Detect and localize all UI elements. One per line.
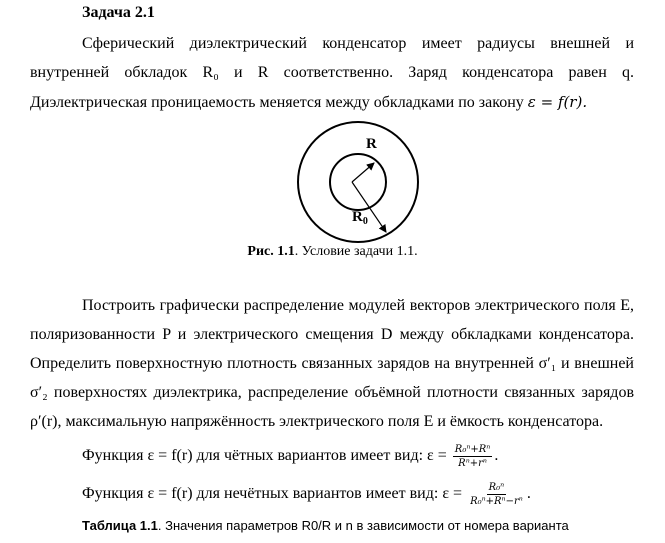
- task-title: Задача 2.1: [82, 4, 155, 21]
- even-numerator: R₀ⁿ+Rⁿ: [454, 444, 491, 455]
- table-caption-text: . Значения параметров R0/R и n в зависимости от номера варианта: [157, 518, 569, 533]
- figure-caption-text: . Условие задачи 1.1.: [294, 244, 418, 259]
- inner-plate-circle: [330, 154, 386, 210]
- odd-numerator: R₀ⁿ: [488, 482, 505, 493]
- odd-function-text: Функция ε = f(r) для нечётных вариантов имеет вид: ε =: [82, 485, 463, 503]
- even-fraction: [453, 444, 493, 469]
- table-caption-label: Таблица 1.1: [82, 518, 158, 533]
- paragraph-1-line-3-text: Диэлектрическая проницаемость меняется между обкладками по закону: [30, 94, 524, 111]
- odd-fraction: [468, 482, 525, 507]
- table-caption: [82, 518, 569, 533]
- radius-r-arrow: [352, 163, 374, 182]
- odd-function-line: Функция ε = f(r) для нечётных вариантов имеет вид: ε = $\frac{\text{R₀ⁿ}}{\text{R₀ⁿ+Rⁿ−rⁿ}}$ .: [82, 482, 531, 507]
- paragraph-2-line-3: Определить поверхностную плотность связанных зарядов на внутренней σ′₁ и внешней: [30, 355, 634, 372]
- epsilon-formula: ε = f(r).: [527, 93, 588, 111]
- even-denominator: Rⁿ+rⁿ: [458, 458, 487, 469]
- paragraph-2-line-4: σ′₂ поверхностях диэлектрика, распределение объёмной плотности связанных зарядов: [30, 384, 634, 401]
- label-r0: $R_0$: [352, 209, 368, 227]
- paragraph-2-line-2: поляризованности P и электрического смещения D между обкладками конденсатора.: [30, 326, 634, 343]
- paragraph-2-line-1: Построить графически распределение модулей векторов электрического поля E,: [82, 297, 634, 314]
- figure-caption-label: Рис. 1.1: [247, 244, 295, 259]
- figure-caption: [0, 244, 665, 260]
- label-r: R: [366, 136, 377, 152]
- paragraph-1-line-2: внутренней обкладок R₀ и R соответственно. Заряд конденсатора равен q.: [30, 64, 634, 81]
- paragraph-1-line-1: Сферический диэлектрический конденсатор имеет радиусы внешней и: [82, 35, 634, 52]
- even-function-line: Функция ε = f(r) для чётных вариантов имеет вид: ε = $\frac{\text{R₀ⁿ+Rⁿ}}{\text{Rⁿ+rⁿ}}$ .: [82, 444, 499, 469]
- odd-denominator: R₀ⁿ+Rⁿ−rⁿ: [470, 496, 523, 507]
- even-function-text: Функция ε = f(r) для чётных вариантов имеет вид: ε =: [82, 447, 447, 465]
- paragraph-2-line-5: ρ′(r), максимальную напряжённость электрического поля E и ёмкость конденсатора.: [30, 413, 604, 430]
